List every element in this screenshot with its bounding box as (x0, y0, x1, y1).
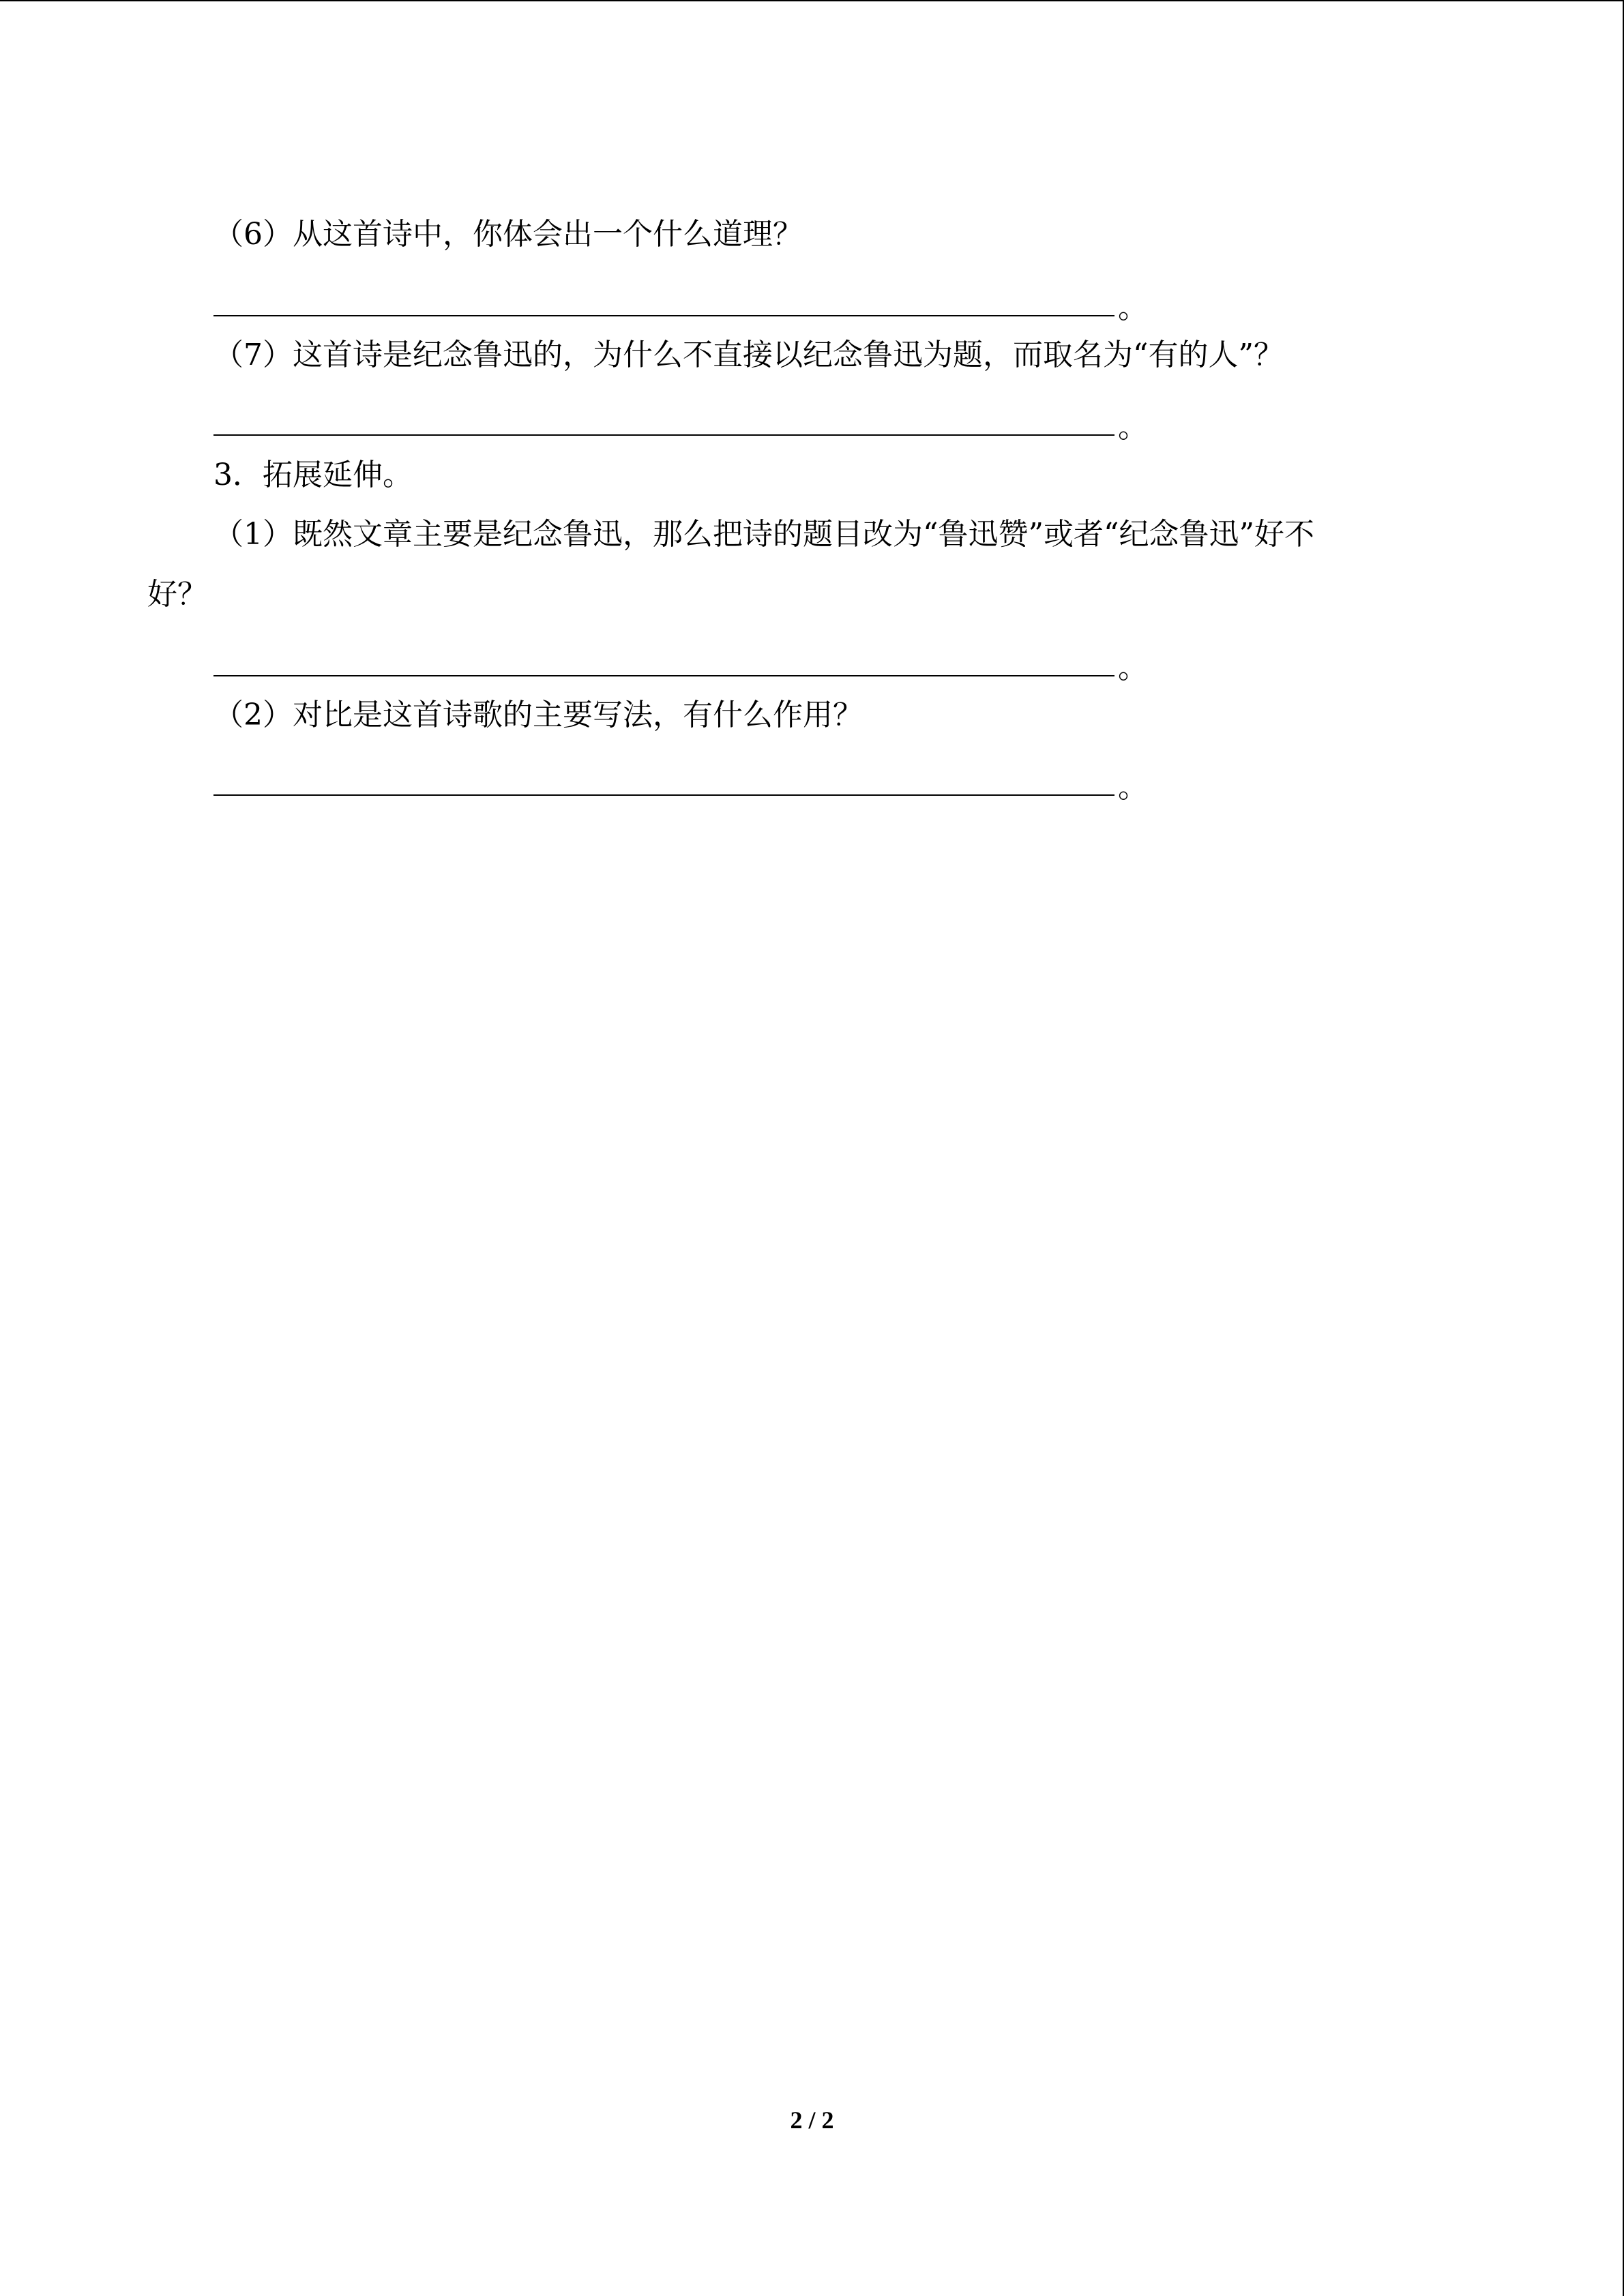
answer-blank-7[interactable] (213, 402, 1148, 445)
answer-line (213, 315, 1114, 316)
answer-period: 。 (1118, 410, 1148, 445)
section-3-heading: 3．拓展延伸。 (213, 458, 413, 492)
answer-blank-3-2[interactable] (213, 762, 1148, 805)
answer-period: 。 (1118, 290, 1148, 325)
page-number: 2 / 2 (790, 2106, 834, 2134)
question-3-1-continuation: 好？ (147, 577, 207, 612)
question-6: （6）从这首诗中，你体会出一个什么道理？ (213, 217, 803, 252)
answer-line (213, 675, 1114, 676)
answer-line (213, 434, 1114, 436)
answer-period: 。 (1118, 651, 1148, 685)
answer-blank-3-1[interactable] (213, 642, 1148, 685)
question-3-2: （2）对比是这首诗歌的主要写法，有什么作用？ (213, 698, 863, 732)
answer-period: 。 (1118, 770, 1148, 805)
question-7: （7）这首诗是纪念鲁迅的，为什么不直接以纪念鲁迅为题，而取名为“有的人”？ (213, 338, 1284, 372)
question-3-1: （1）既然文章主要是纪念鲁迅，那么把诗的题目改为“鲁迅赞”或者“纪念鲁迅”好不 (213, 517, 1314, 552)
answer-blank-6[interactable] (213, 282, 1148, 325)
answer-line (213, 794, 1114, 796)
